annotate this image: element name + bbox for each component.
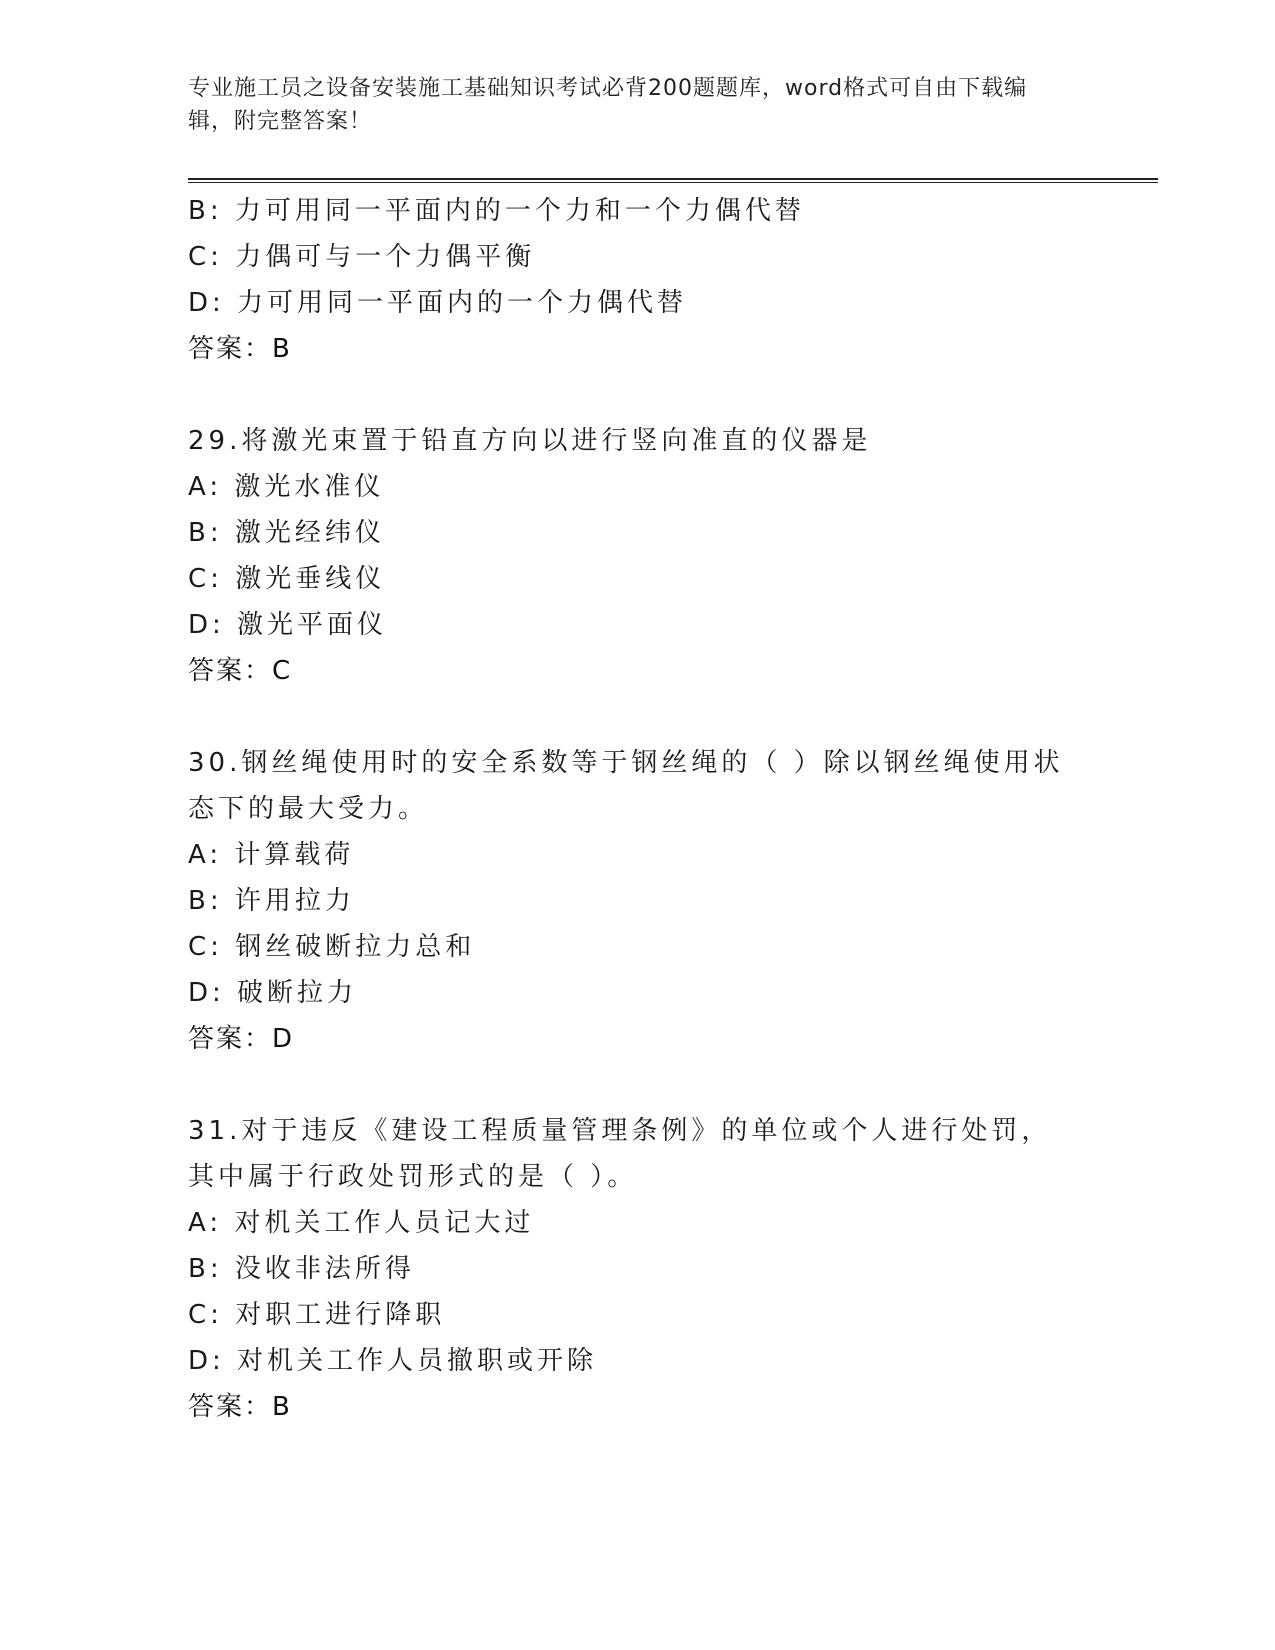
option-d [188, 602, 1088, 648]
option-text: 力可用同一平面内的一个力和一个力偶代替 [234, 196, 805, 226]
document-header [188, 72, 1068, 138]
header-divider [188, 178, 1158, 183]
question-stem: 30.钢丝绳使用时的安全系数等于钢丝绳的（ ）除以钢丝绳使用状态下的最大受力。 [188, 748, 1064, 824]
question-30 [188, 740, 1088, 1062]
option-text: 对机关工作人员撤职或开除 [237, 1346, 598, 1376]
option-label: D: [188, 978, 225, 1008]
question-stem: 31.对于违反《建设工程质量管理条例》的单位或个人进行处罚，其中属于行政处罚形式的是（ ）。 [188, 1116, 1052, 1192]
option-text: 对机关工作人员记大过 [234, 1208, 535, 1238]
option-c [188, 924, 1088, 970]
option-b [188, 878, 1088, 924]
option-a [188, 832, 1088, 878]
option-text: 计算载荷 [234, 840, 355, 870]
option-text: 破断拉力 [237, 978, 358, 1008]
option-label: C: [188, 564, 223, 594]
option-b [188, 188, 1088, 234]
option-label: C: [188, 932, 223, 962]
option-d [188, 280, 1088, 326]
question-partial [188, 188, 1088, 372]
option-text: 激光平面仪 [237, 610, 388, 640]
option-d [188, 1338, 1088, 1384]
option-text: 力偶可与一个力偶平衡 [235, 242, 536, 272]
option-c [188, 234, 1088, 280]
option-text: 对职工进行降职 [235, 1300, 446, 1330]
question-29 [188, 418, 1088, 694]
option-text: 没收非法所得 [234, 1254, 415, 1284]
option-b [188, 510, 1088, 556]
option-label: A: [188, 840, 223, 870]
option-d [188, 970, 1088, 1016]
answer: 答案：C [188, 656, 293, 686]
option-label: A: [188, 472, 223, 502]
question-stem: 29.将激光束置于铅直方向以进行竖向准直的仪器是 [188, 426, 872, 456]
option-text: 激光垂线仪 [235, 564, 386, 594]
option-text: 许用拉力 [234, 886, 355, 916]
option-text: 激光水准仪 [234, 472, 385, 502]
answer: 答案：D [188, 1024, 295, 1054]
option-c [188, 556, 1088, 602]
option-text: 激光经纬仪 [234, 518, 385, 548]
answer: 答案：B [188, 334, 292, 364]
option-text: 力可用同一平面内的一个力偶代替 [237, 288, 688, 318]
option-label: D: [188, 288, 225, 318]
option-label: C: [188, 242, 223, 272]
option-label: A: [188, 1208, 223, 1238]
option-label: B: [188, 886, 223, 916]
option-label: B: [188, 518, 223, 548]
option-label: C: [188, 1300, 223, 1330]
option-text: 钢丝破断拉力总和 [235, 932, 476, 962]
question-31 [188, 1108, 1088, 1430]
option-c [188, 1292, 1088, 1338]
answer: 答案：B [188, 1392, 292, 1422]
option-label: B: [188, 1254, 223, 1284]
header-title: 专业施工员之设备安装施工基础知识考试必背200题题库，word格式可自由下载编辑，附完整答案！ [188, 76, 1028, 134]
option-a [188, 464, 1088, 510]
option-a [188, 1200, 1088, 1246]
option-label: D: [188, 610, 225, 640]
option-label: B: [188, 196, 223, 226]
option-b [188, 1246, 1088, 1292]
question-list [188, 188, 1088, 1430]
option-label: D: [188, 1346, 225, 1376]
